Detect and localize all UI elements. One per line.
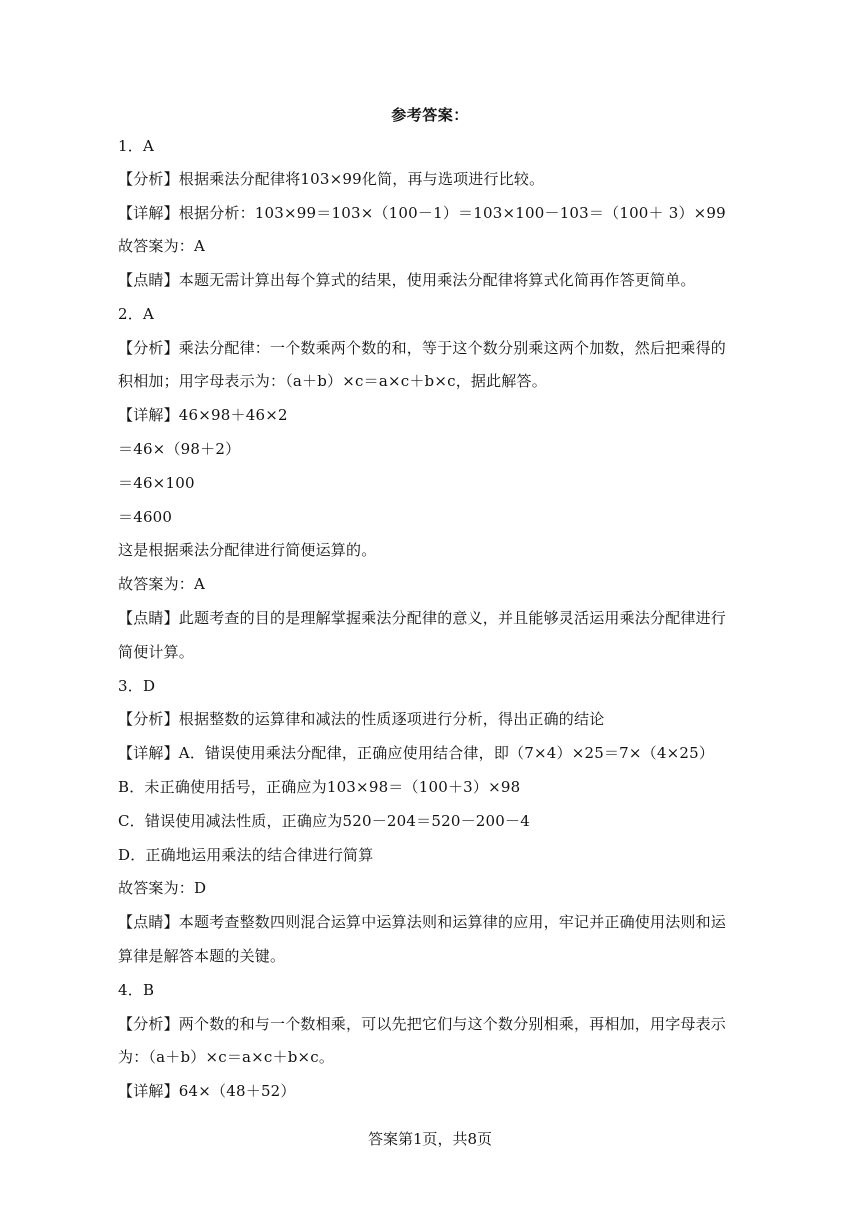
answer-number: 1．A bbox=[118, 137, 154, 155]
detail-line: ＝4600 bbox=[118, 508, 173, 526]
detail-line: 【详解】A．错误使用乘法分配律，正确应使用结合律，即（7×4）×25＝7×（4×25） bbox=[118, 744, 715, 762]
page-footer: 答案第1页，共8页 bbox=[367, 1130, 493, 1148]
analysis-line: 【分析】乘法分配律：一个数乘两个数的和，等于这个数分别乘这两个加数，然后把乘得的 bbox=[118, 339, 727, 357]
detail-line: D．正确地运用乘法的结合律进行简算 bbox=[118, 846, 374, 864]
analysis-line: 【分析】两个数的和与一个数相乘，可以先把它们与这个数分别相乘，再相加，用字母表示 bbox=[118, 1015, 727, 1033]
detail-line: C．错误使用减法性质，正确应为520－204＝520－200－4 bbox=[118, 812, 530, 830]
analysis-line: 【分析】根据整数的运算律和减法的性质逐项进行分析，得出正确的结论 bbox=[118, 710, 605, 728]
detail-line: ＝46×（98＋2） bbox=[118, 440, 241, 458]
detail-line: B．未正确使用括号，正确应为103×98＝（100＋3）×98 bbox=[118, 778, 521, 796]
comment-line: 算律是解答本题的关键。 bbox=[118, 947, 286, 965]
answer-number: 3．D bbox=[118, 677, 156, 695]
answer-line: 故答案为：D bbox=[118, 879, 207, 897]
answer-line: 故答案为：A bbox=[118, 575, 206, 593]
detail-line: 【详解】46×98＋46×2 bbox=[118, 406, 288, 424]
analysis-line: 为：（a＋b）×c＝a×c＋b×c。 bbox=[118, 1048, 335, 1066]
answer-number: 4．B bbox=[118, 981, 155, 999]
answer-number: 2．A bbox=[118, 305, 154, 323]
comment-line: 【点睛】本题无需计算出每个算式的结果，使用乘法分配律将算式化简再作答更简单。 bbox=[118, 271, 696, 289]
detail-line: 【详解】根据分析：103×99＝103×（100－1）＝103×100－103＝（100＋ 3）×99 bbox=[118, 204, 726, 222]
analysis-line: 【分析】根据乘法分配律将103×99化简，再与选项进行比较。 bbox=[118, 170, 545, 188]
analysis-line: 积相加；用字母表示为：（a＋b）×c＝a×c＋b×c，据此解答。 bbox=[118, 372, 547, 390]
detail-line: ＝46×100 bbox=[118, 474, 195, 492]
answer-line: 故答案为：A bbox=[118, 237, 206, 255]
page-title: 参考答案： bbox=[391, 106, 469, 124]
comment-line: 【点睛】本题考查整数四则混合运算中运算法则和运算律的应用，牢记并正确使用法则和运 bbox=[118, 913, 727, 931]
comment-line: 简便计算。 bbox=[118, 643, 195, 661]
detail-line: 这是根据乘法分配律进行简便运算的。 bbox=[118, 541, 377, 559]
comment-line: 【点睛】此题考查的目的是理解掌握乘法分配律的意义，并且能够灵活运用乘法分配律进行 bbox=[118, 609, 727, 627]
detail-line: 【详解】64×（48＋52） bbox=[118, 1082, 296, 1100]
